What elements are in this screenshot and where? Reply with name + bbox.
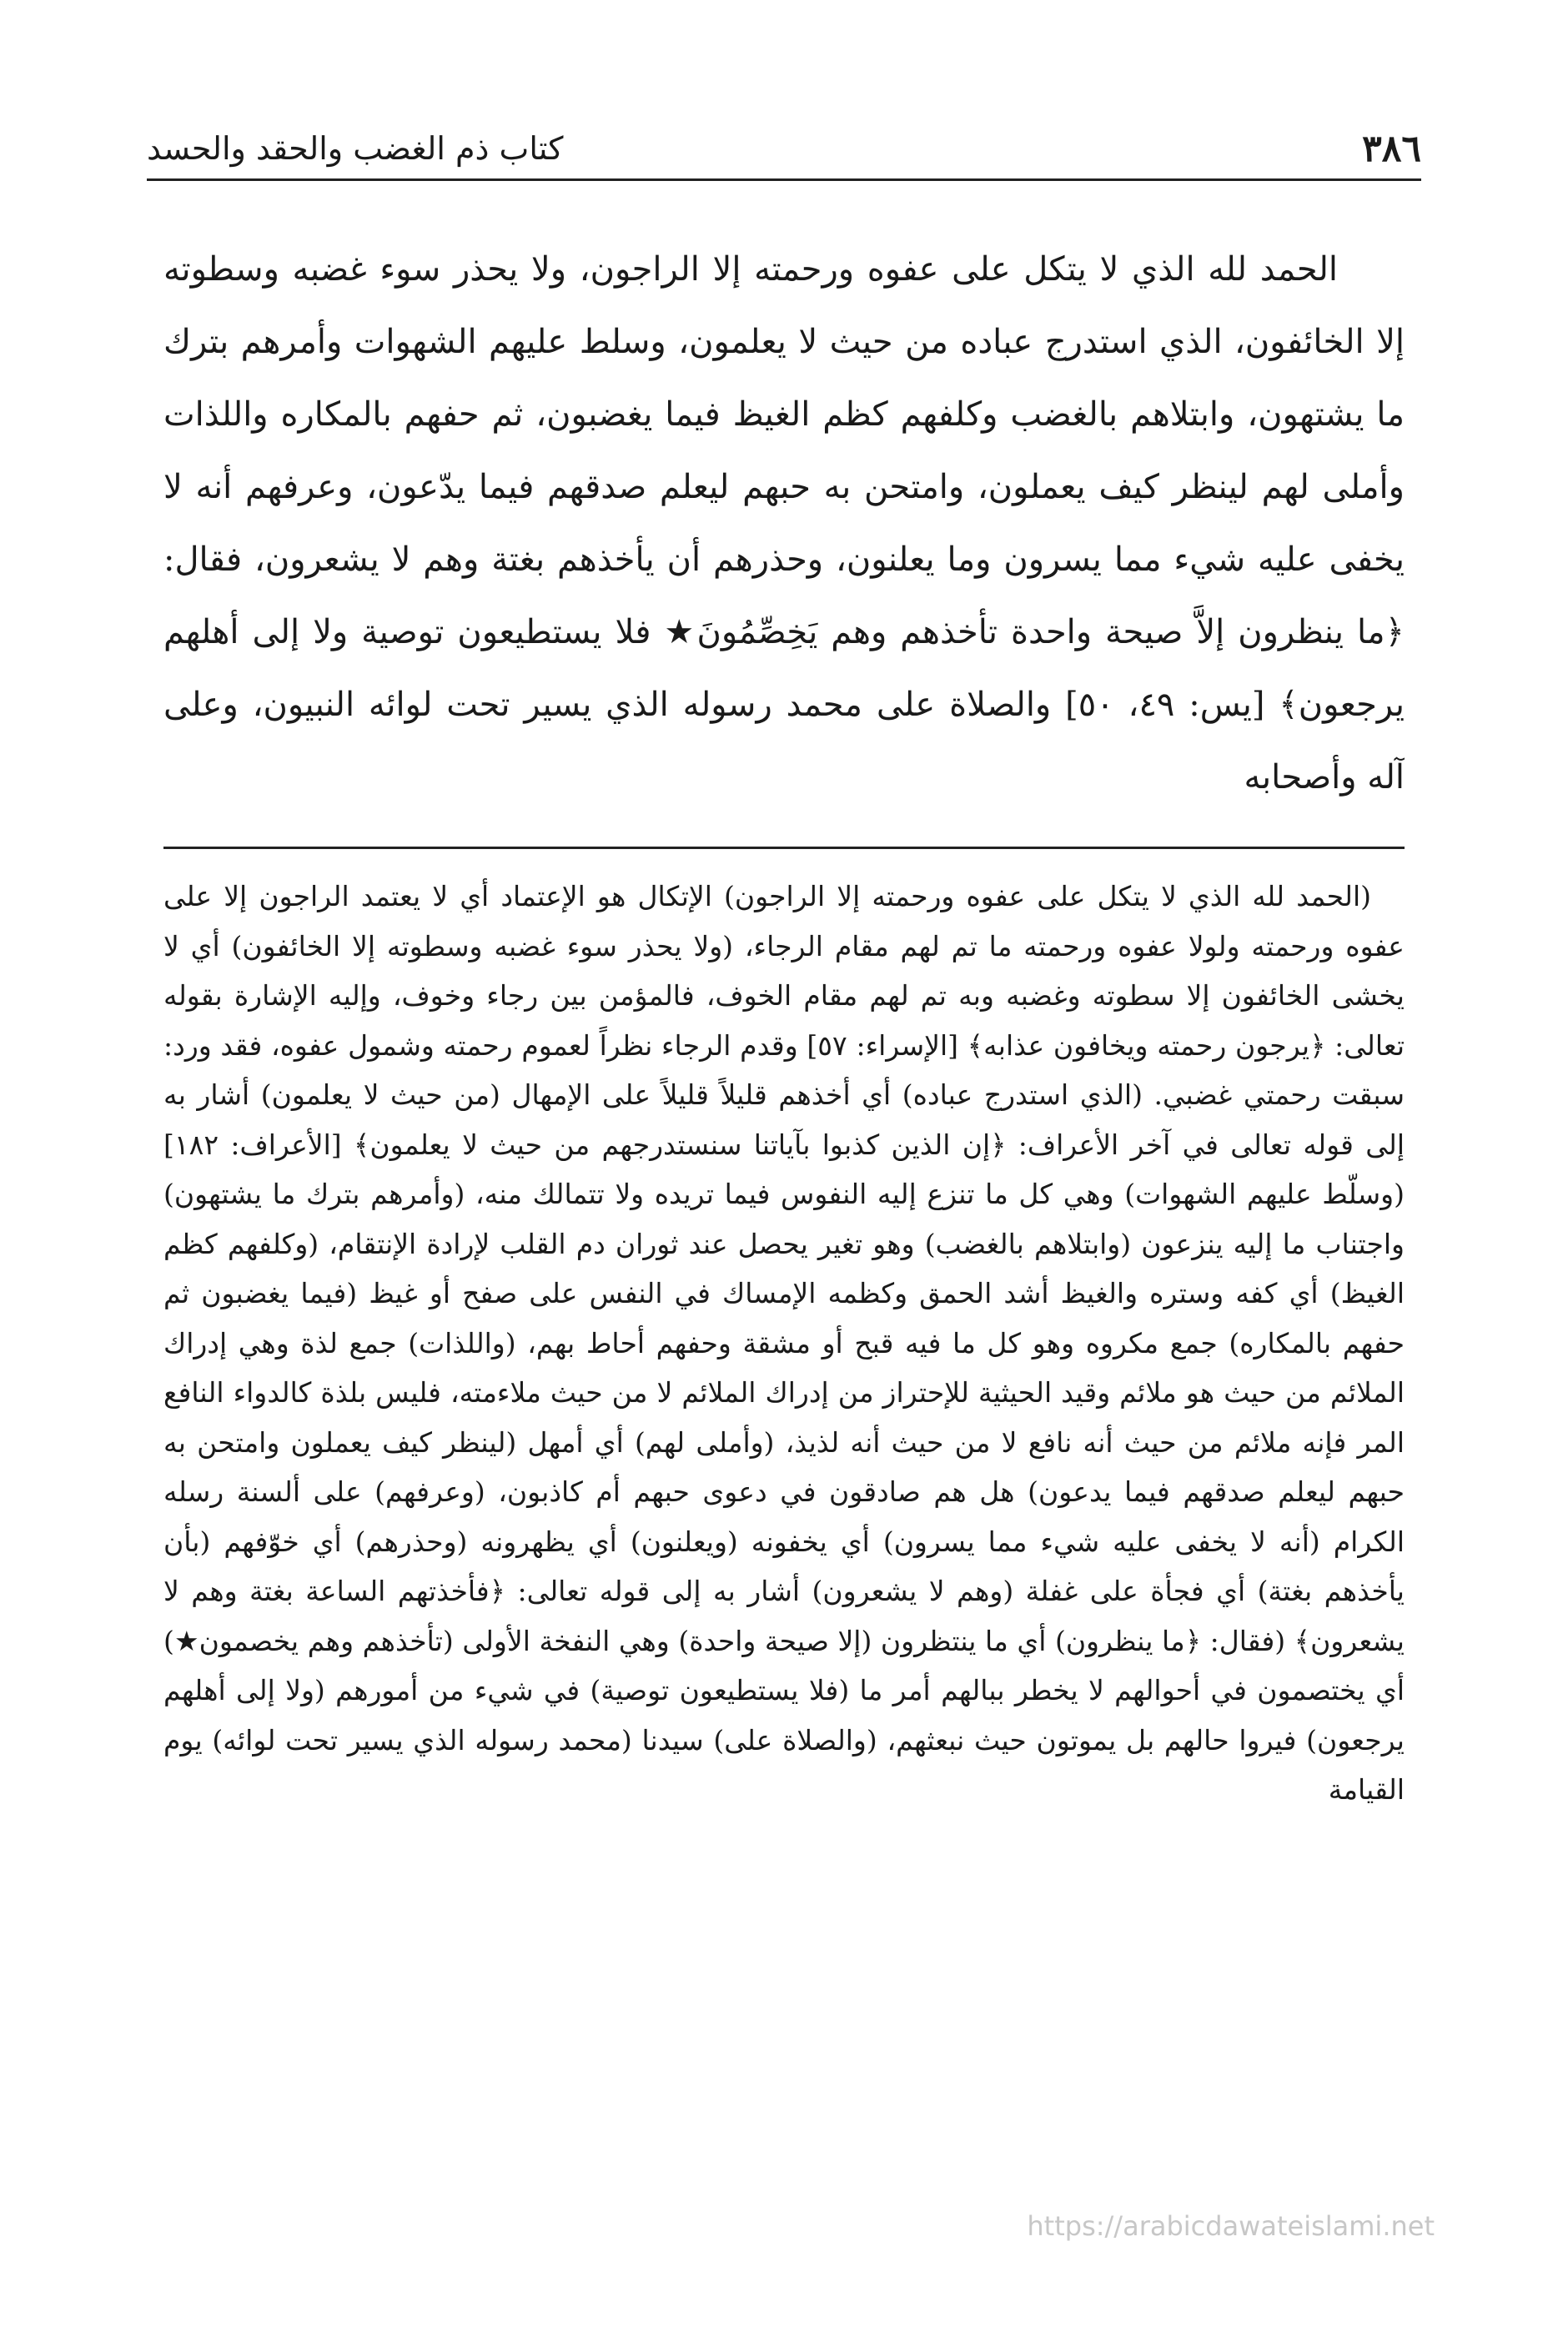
main-text-block [163, 234, 1405, 826]
page-header [147, 123, 1421, 173]
commentary-block [163, 872, 1405, 2198]
running-title: كتاب ذم الغضب والحقد والحسد [147, 130, 564, 167]
commentary-separator [163, 847, 1405, 849]
watermark-url: https://arabicdawateislami.net [1027, 2210, 1435, 2242]
page-number: ٣٨٦ [1362, 127, 1421, 170]
commentary-paragraph: (الحمد لله الذي لا يتكل على عفوه ورحمته إلا الراجون) الإتكال هو الإعتماد أي لا يعتمد الراجون إلا على عفوه ورحمته ولولا عفوه ورحمته ما تم لهم مقام الرجاء، (ولا يحذر سوء غضبه وسطوته إلا الخائفون) أي لا يخشى الخائفون إلا سطوته وغضبه وبه تم لهم مقام الخوف، فالمؤمن بين رجاء وخوف، وإليه الإشارة بقوله تعالى: ﴿يرجون رحمته ويخافون عذابه﴾ [الإسراء: ٥٧] وقدم الرجاء نظراً لعموم رحمته وشمول عفوه، فقد ورد: سبقت رحمتي غضبي. (الذي استدرج عباده) أي أخذهم قليلاً قليلاً على الإمهال (من حيث لا يعلمون) أشار به إلى قوله تعالى في آخر الأعراف: ﴿إن الذين كذبوا بآياتنا سنستدرجهم من حيث لا يعلمون﴾ [الأعراف: ١٨٢] (وسلّط عليهم الشهوات) وهي كل ما تنزع إليه النفوس فيما تريده ولا تتمالك منه، (وأمرهم بترك ما يشتهون) واجتناب ما إليه ينزعون (وابتلاهم بالغضب) وهو تغير يحصل عند ثوران دم القلب لإرادة الإنتقام، (وكلفهم كظم الغيظ) أي كفه وستره والغيظ أشد الحمق وكظمه الإمساك في النفس على صفح أو غيظ (فيما يغضبون ثم حفهم بالمكاره) جمع مكروه وهو كل ما فيه قبح أو مشقة وحفهم أحاط بهم، (واللذات) جمع لذة وهي إدراك الملائم من حيث هو ملائم وقيد الحيثية للإحتراز من إدراك الملائم لا من حيث ملاءمته، فليس بلذة كالدواء النافع المر فإنه ملائم من حيث أنه نافع لا من حيث أنه لذيذ، (وأملى لهم) أي أمهل (لينظر كيف يعملون وامتحن به حبهم ليعلم صدقهم فيما يدعون) هل هم صادقون في دعوى حبهم أم كاذبون، (وعرفهم) على ألسنة رسله الكرام (أنه لا يخفى عليه شيء مما يسرون) أي يخفونه (ويعلنون) أي يظهرونه (وحذرهم) أي خوّفهم (بأن يأخذهم بغتة) أي فجأة على غفلة (وهم لا يشعرون) أشار به إلى قوله تعالى: ﴿فأخذتهم الساعة بغتة وهم لا يشعرون﴾ (فقال: ﴿ما ينظرون) أي ما ينتظرون (إلا صيحة واحدة) وهي النفخة الأولى (تأخذهم وهم يخصمون★) أي يختصمون في أحوالهم لا يخطر ببالهم أمر ما (فلا يستطيعون توصية) في شيء من أمورهم (ولا إلى أهلهم يرجعون) فيروا حالهم بل يموتون حيث نبعثهم، (والصلاة على) سيدنا (محمد رسوله الذي يسير تحت لوائه) يوم القيامة [163, 880, 1405, 1806]
header-rule [147, 178, 1421, 181]
main-text-paragraph: الحمد لله الذي لا يتكل على عفوه ورحمته إلا الراجون، ولا يحذر سوء غضبه وسطوته إلا الخائفون، الذي استدرج عباده من حيث لا يعلمون، وسلط عليهم الشهوات وأمرهم بترك ما يشتهون، وابتلاهم بالغضب وكلفهم كظم الغيظ فيما يغضبون، ثم حفهم بالمكاره واللذات وأملى لهم لينظر كيف يعملون، وامتحن به حبهم ليعلم صدقهم فيما يدّعون، وعرفهم أنه لا يخفى عليه شيء مما يسرون وما يعلنون، وحذرهم أن يأخذهم بغتة وهم لا يشعرون، فقال: ﴿ما ينظرون إلاَّ صيحة واحدة تأخذهم وهم يَخِصِّمُونَ★ فلا يستطيعون توصية ولا إلى أهلهم يرجعون﴾ [يس: ٤٩، ٥٠] والصلاة على محمد رسوله الذي يسير تحت لوائه النبيون، وعلى آله وأصحابه [163, 250, 1405, 797]
